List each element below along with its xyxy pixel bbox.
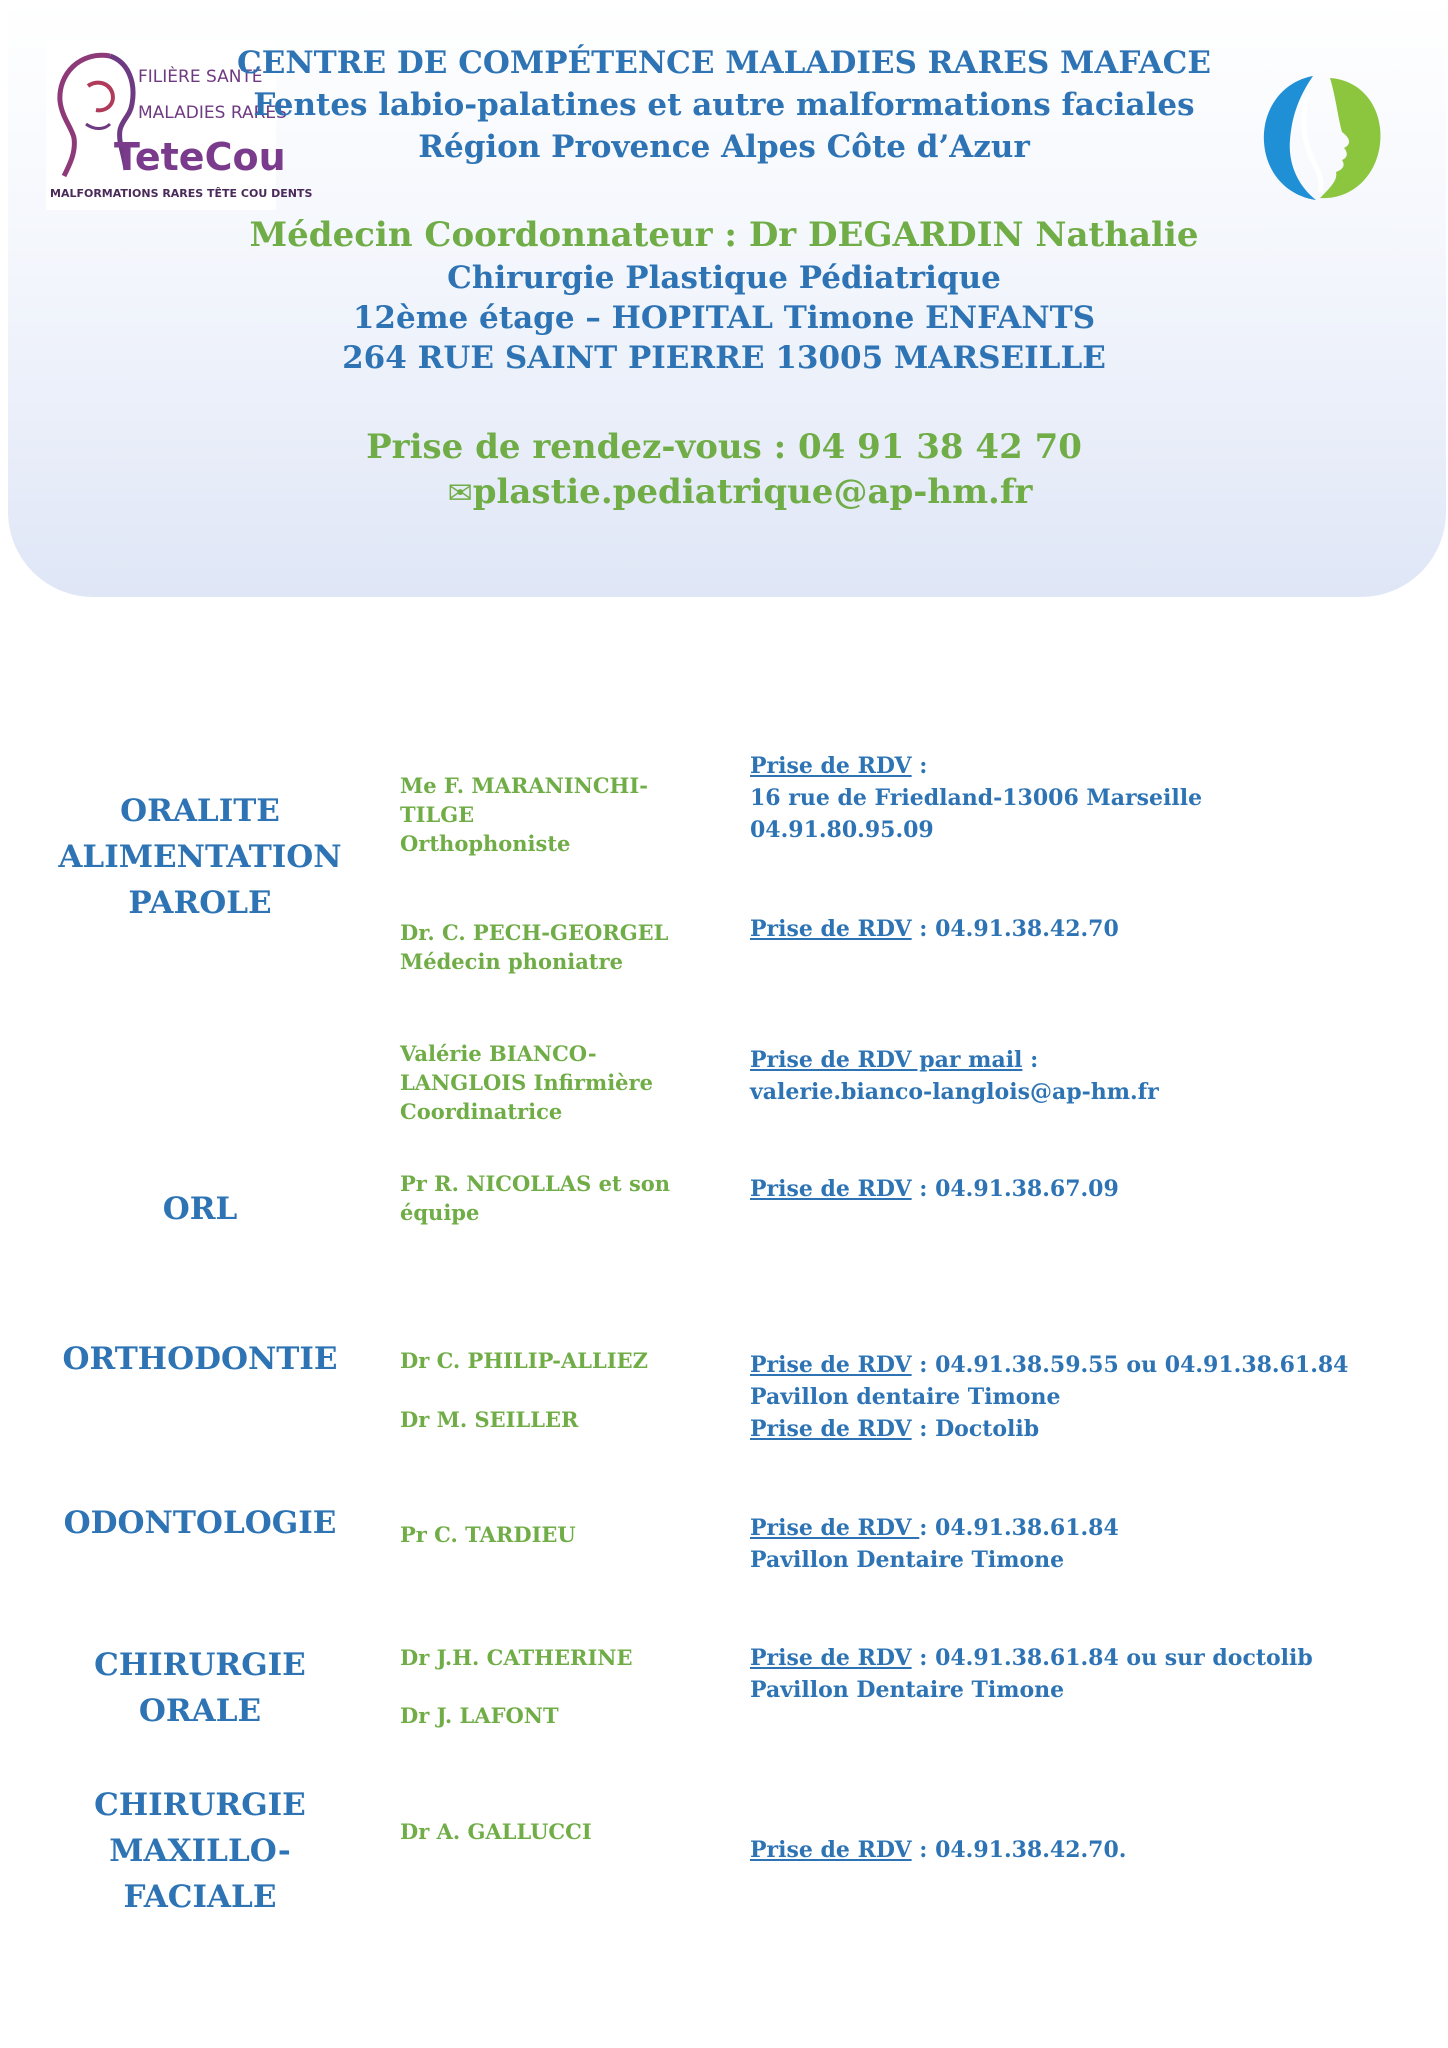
person-maraninchi <box>400 771 690 858</box>
header-floor: 12ème étage – HOPITAL Timone ENFANTS <box>352 300 1096 336</box>
rdv-phone: : 04.91.38.61.84 <box>919 1515 1119 1541</box>
header-department: Chirurgie Plastique Pédiatrique <box>447 260 1001 296</box>
person-name: TILGE <box>400 802 475 827</box>
contact-odontologie <box>750 1512 1430 1576</box>
contact-location: Pavillon Dentaire Timone <box>750 1677 1065 1703</box>
person-tardieu: Pr C. TARDIEU <box>400 1522 576 1547</box>
person-name: équipe <box>400 1200 480 1225</box>
rdv-phone: : 04.91.38.67.09 <box>911 1176 1119 1202</box>
contact-maraninchi <box>750 750 1430 846</box>
header-email-line <box>0 472 1448 512</box>
section-orthodontie: ORTHODONTIE <box>62 1341 338 1377</box>
person-name: Dr. C. PECH-GEORGEL <box>400 920 669 945</box>
section-label-line: ORALE <box>138 1693 262 1729</box>
person-catherine: Dr J.H. CATHERINE <box>400 1645 633 1670</box>
person-pech-georgel <box>400 918 690 976</box>
rdv-phone: : 04.91.38.42.70. <box>911 1837 1127 1863</box>
person-role: Orthophoniste <box>400 831 571 856</box>
rdv-link[interactable]: Prise de RDV <box>750 1176 912 1202</box>
section-chirurgie-orale <box>40 1642 360 1734</box>
rdv-link[interactable]: Prise de RDV <box>750 1837 912 1863</box>
logo-line-maladies: MALADIES RARES <box>138 103 287 123</box>
section-label-line: FACIALE <box>123 1879 277 1915</box>
contact-location: Pavillon Dentaire Timone <box>750 1547 1065 1573</box>
header-coordinator: Médecin Coordonnateur : Dr DEGARDIN Nathalie <box>249 215 1199 255</box>
rdv-link[interactable]: Prise de RDV <box>750 916 912 942</box>
contact-pech-georgel <box>750 913 1430 945</box>
rdv-link[interactable]: Prise de RDV <box>750 1416 912 1442</box>
header-appointment: Prise de rendez-vous : 04 91 38 42 70 <box>366 427 1082 467</box>
person-seiller: Dr M. SEILLER <box>400 1407 579 1432</box>
contact-location: Pavillon dentaire Timone <box>750 1384 1061 1410</box>
person-name: Pr R. NICOLLAS et son <box>400 1171 671 1196</box>
contact-chirurgie-maxillo <box>750 1834 1430 1866</box>
section-label-line: CHIRURGIE <box>94 1647 306 1683</box>
person-nicollas <box>400 1169 690 1227</box>
section-label-line: PAROLE <box>128 885 272 921</box>
rdv-doctolib: : Doctolib <box>911 1416 1040 1442</box>
contact-address: 16 rue de Friedland-13006 Marseille <box>750 785 1203 811</box>
rdv-suffix: : <box>911 753 928 779</box>
person-bianco-langlois <box>400 1039 690 1126</box>
rdv-mail-link[interactable]: Prise de RDV par mail <box>750 1047 1023 1073</box>
email-link[interactable]: plastie.pediatrique@ap-hm.fr <box>472 472 1033 512</box>
section-label-line: CHIRURGIE <box>94 1787 306 1823</box>
section-oralite <box>40 788 360 926</box>
section-label-line: MAXILLO- <box>109 1833 291 1869</box>
logo-tagline: MALFORMATIONS RARES TÊTE COU DENTS <box>50 187 313 200</box>
header-subtitle: Fentes labio-palatines et autre malformations faciales <box>253 87 1195 123</box>
section-label-line: ORALITE <box>120 793 280 829</box>
rdv-link[interactable]: Prise de RDV <box>750 1352 912 1378</box>
person-lafont: Dr J. LAFONT <box>400 1703 559 1728</box>
contact-email[interactable]: valerie.bianco-langlois@ap-hm.fr <box>750 1079 1159 1105</box>
header-region: Région Provence Alpes Côte d’Azur <box>418 129 1030 165</box>
mail-icon: ✉ <box>447 476 473 511</box>
rdv-phone: : 04.91.38.42.70 <box>911 916 1119 942</box>
rdv-phone: : 04.91.38.61.84 ou sur doctolib <box>911 1645 1313 1671</box>
person-name: LANGLOIS Infirmière <box>400 1070 653 1095</box>
person-name: Valérie BIANCO- <box>400 1041 597 1066</box>
logo-line-filiere: FILIÈRE SANTÉ <box>138 67 263 87</box>
rdv-link[interactable]: Prise de RDV <box>750 1645 912 1671</box>
section-orl: ORL <box>162 1191 238 1227</box>
rdv-suffix: : <box>1022 1047 1039 1073</box>
person-role: Médecin phoniatre <box>400 949 623 974</box>
person-role: Coordinatrice <box>400 1099 563 1124</box>
contact-chirurgie-orale <box>750 1642 1430 1706</box>
rdv-link[interactable]: Prise de RDV <box>750 1515 920 1541</box>
rdv-phone: : 04.91.38.59.55 ou 04.91.38.61.84 <box>911 1352 1349 1378</box>
person-gallucci: Dr A. GALLUCCI <box>400 1819 592 1844</box>
contact-bianco-langlois <box>750 1044 1430 1108</box>
contact-phone: 04.91.80.95.09 <box>750 817 934 843</box>
logo-brand: TeteCou <box>114 135 286 179</box>
contact-nicollas <box>750 1173 1430 1205</box>
rdv-link[interactable]: Prise de RDV <box>750 753 912 779</box>
contact-orthodontie <box>750 1349 1430 1445</box>
section-chirurgie-maxillo <box>40 1782 360 1920</box>
header-title: CENTRE DE COMPÉTENCE MALADIES RARES MAFACE <box>237 45 1211 81</box>
header-address: 264 RUE SAINT PIERRE 13005 MARSEILLE <box>342 340 1106 376</box>
section-odontologie: ODONTOLOGIE <box>63 1505 337 1541</box>
person-name: Me F. MARANINCHI- <box>400 773 648 798</box>
section-label-line: ALIMENTATION <box>58 839 342 875</box>
person-philip-alliez: Dr C. PHILIP-ALLIEZ <box>400 1348 648 1373</box>
